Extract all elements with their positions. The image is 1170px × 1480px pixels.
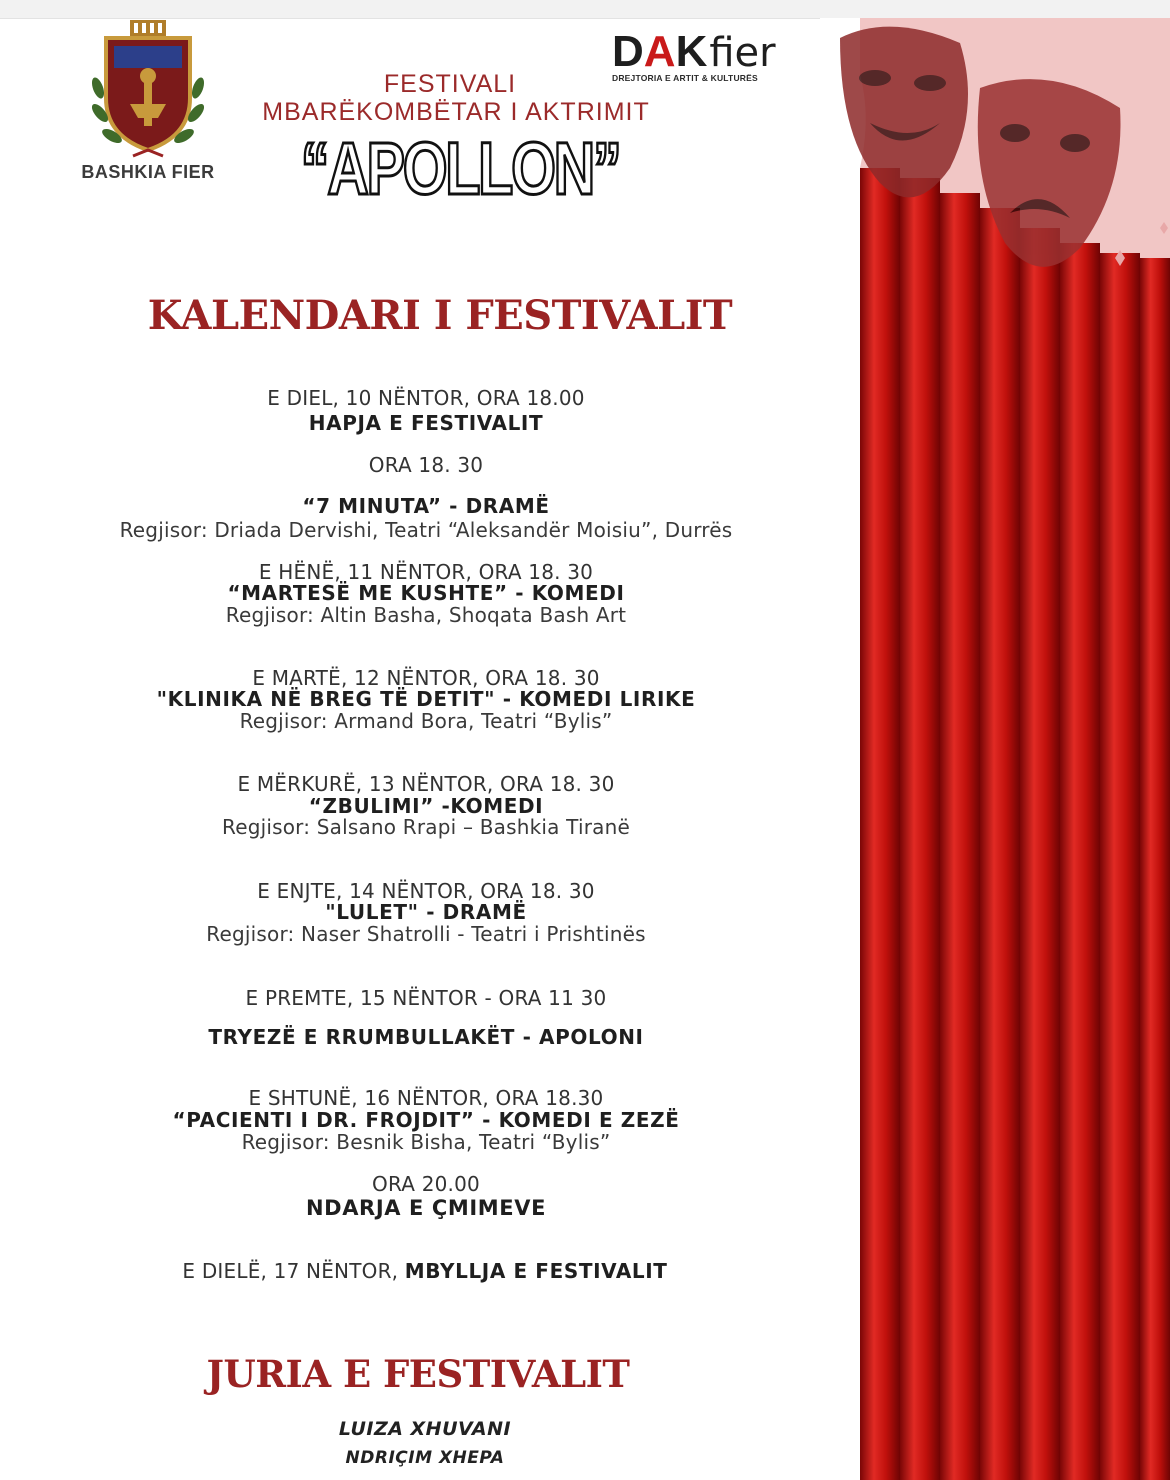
event-title: “PACIENTI I DR. FROJDIT” - KOMEDI E ZEZË — [172, 1108, 680, 1132]
crest-icon — [78, 18, 218, 168]
event-date: E MARTË, 12 NËNTOR, ORA 18. 30 — [252, 666, 600, 690]
closing-line — [0, 1259, 850, 1283]
event-title: "LULET" - DRAMË — [325, 900, 527, 924]
event-title: HAPJA E FESTIVALIT — [308, 411, 544, 435]
event-director: Regjisor: Driada Dervishi, Teatri “Aleksandër Moisiu”, Durrës — [119, 518, 733, 542]
event-date: E HËNË, 11 NËNTOR, ORA 18. 30 — [258, 560, 594, 584]
event-title: “MARTESË ME KUSHTE” - KOMEDI — [227, 581, 625, 605]
event-title: “ZBULIMI” -KOMEDI — [308, 794, 544, 818]
event-director: Regjisor: Salsano Rrapi – Bashkia Tiranë — [222, 815, 630, 839]
event-director: Regjisor: Naser Shatrolli - Teatri i Prishtinës — [206, 922, 646, 946]
calendar-title: KALENDARI I FESTIVALIT — [147, 292, 733, 339]
event-date: E DIELË, 17 NËNTOR, — [182, 1259, 405, 1283]
dak-fier-logo: DAKfier DREJTORIA E ARTIT & KULTURËS — [612, 30, 787, 90]
event-title: NDARJA E ÇMIMEVE — [305, 1196, 547, 1220]
festival-name: “APOLLON” — [300, 127, 620, 210]
jury-member: LUIZA XHUVANI — [338, 1418, 512, 1440]
event-title: MBYLLJA E FESTIVALIT — [404, 1259, 668, 1283]
event-title: "KLINIKA NË BREG TË DETIT" - KOMEDI LIRIKE — [156, 687, 696, 711]
event-director: Regjisor: Altin Basha, Shoqata Bash Art — [225, 603, 627, 627]
event-date: E MËRKURË, 13 NËNTOR, ORA 18. 30 — [237, 772, 615, 796]
dak-subtitle: DREJTORIA E ARTIT & KULTURËS — [612, 73, 758, 83]
stage-curtain — [820, 18, 1170, 1480]
jury-member: NDRIÇIM XHEPA — [345, 1448, 505, 1468]
event-date: E SHTUNË, 16 NËNTOR, ORA 18.30 — [248, 1086, 604, 1110]
festival-line-2: MBARËKOMBËTAR I AKTRIMIT — [262, 98, 650, 126]
event-director: Regjisor: Besnik Bisha, Teatri “Bylis” — [241, 1130, 611, 1154]
event-title: TRYEZË E RRUMBULLAKËT - APOLONI — [208, 1025, 644, 1049]
event-date: E ENJTE, 14 NËNTOR, ORA 18. 30 — [257, 879, 595, 903]
event-date: E DIEL, 10 NËNTOR, ORA 18.00 — [267, 386, 585, 410]
crest-label: BASHKIA FIER — [81, 162, 215, 182]
event-date: E PREMTE, 15 NËNTOR - ORA 11 30 — [245, 986, 607, 1010]
festival-line-1: FESTIVALI — [383, 70, 517, 98]
jury-title: JURIA E FESTIVALIT — [206, 1352, 630, 1396]
event-time: ORA 18. 30 — [368, 453, 484, 477]
event-time: ORA 20.00 — [372, 1172, 480, 1196]
event-title: “7 MINUTA” - DRAMË — [302, 494, 550, 518]
event-director: Regjisor: Armand Bora, Teatri “Bylis” — [239, 709, 613, 733]
top-bar — [0, 0, 1170, 19]
